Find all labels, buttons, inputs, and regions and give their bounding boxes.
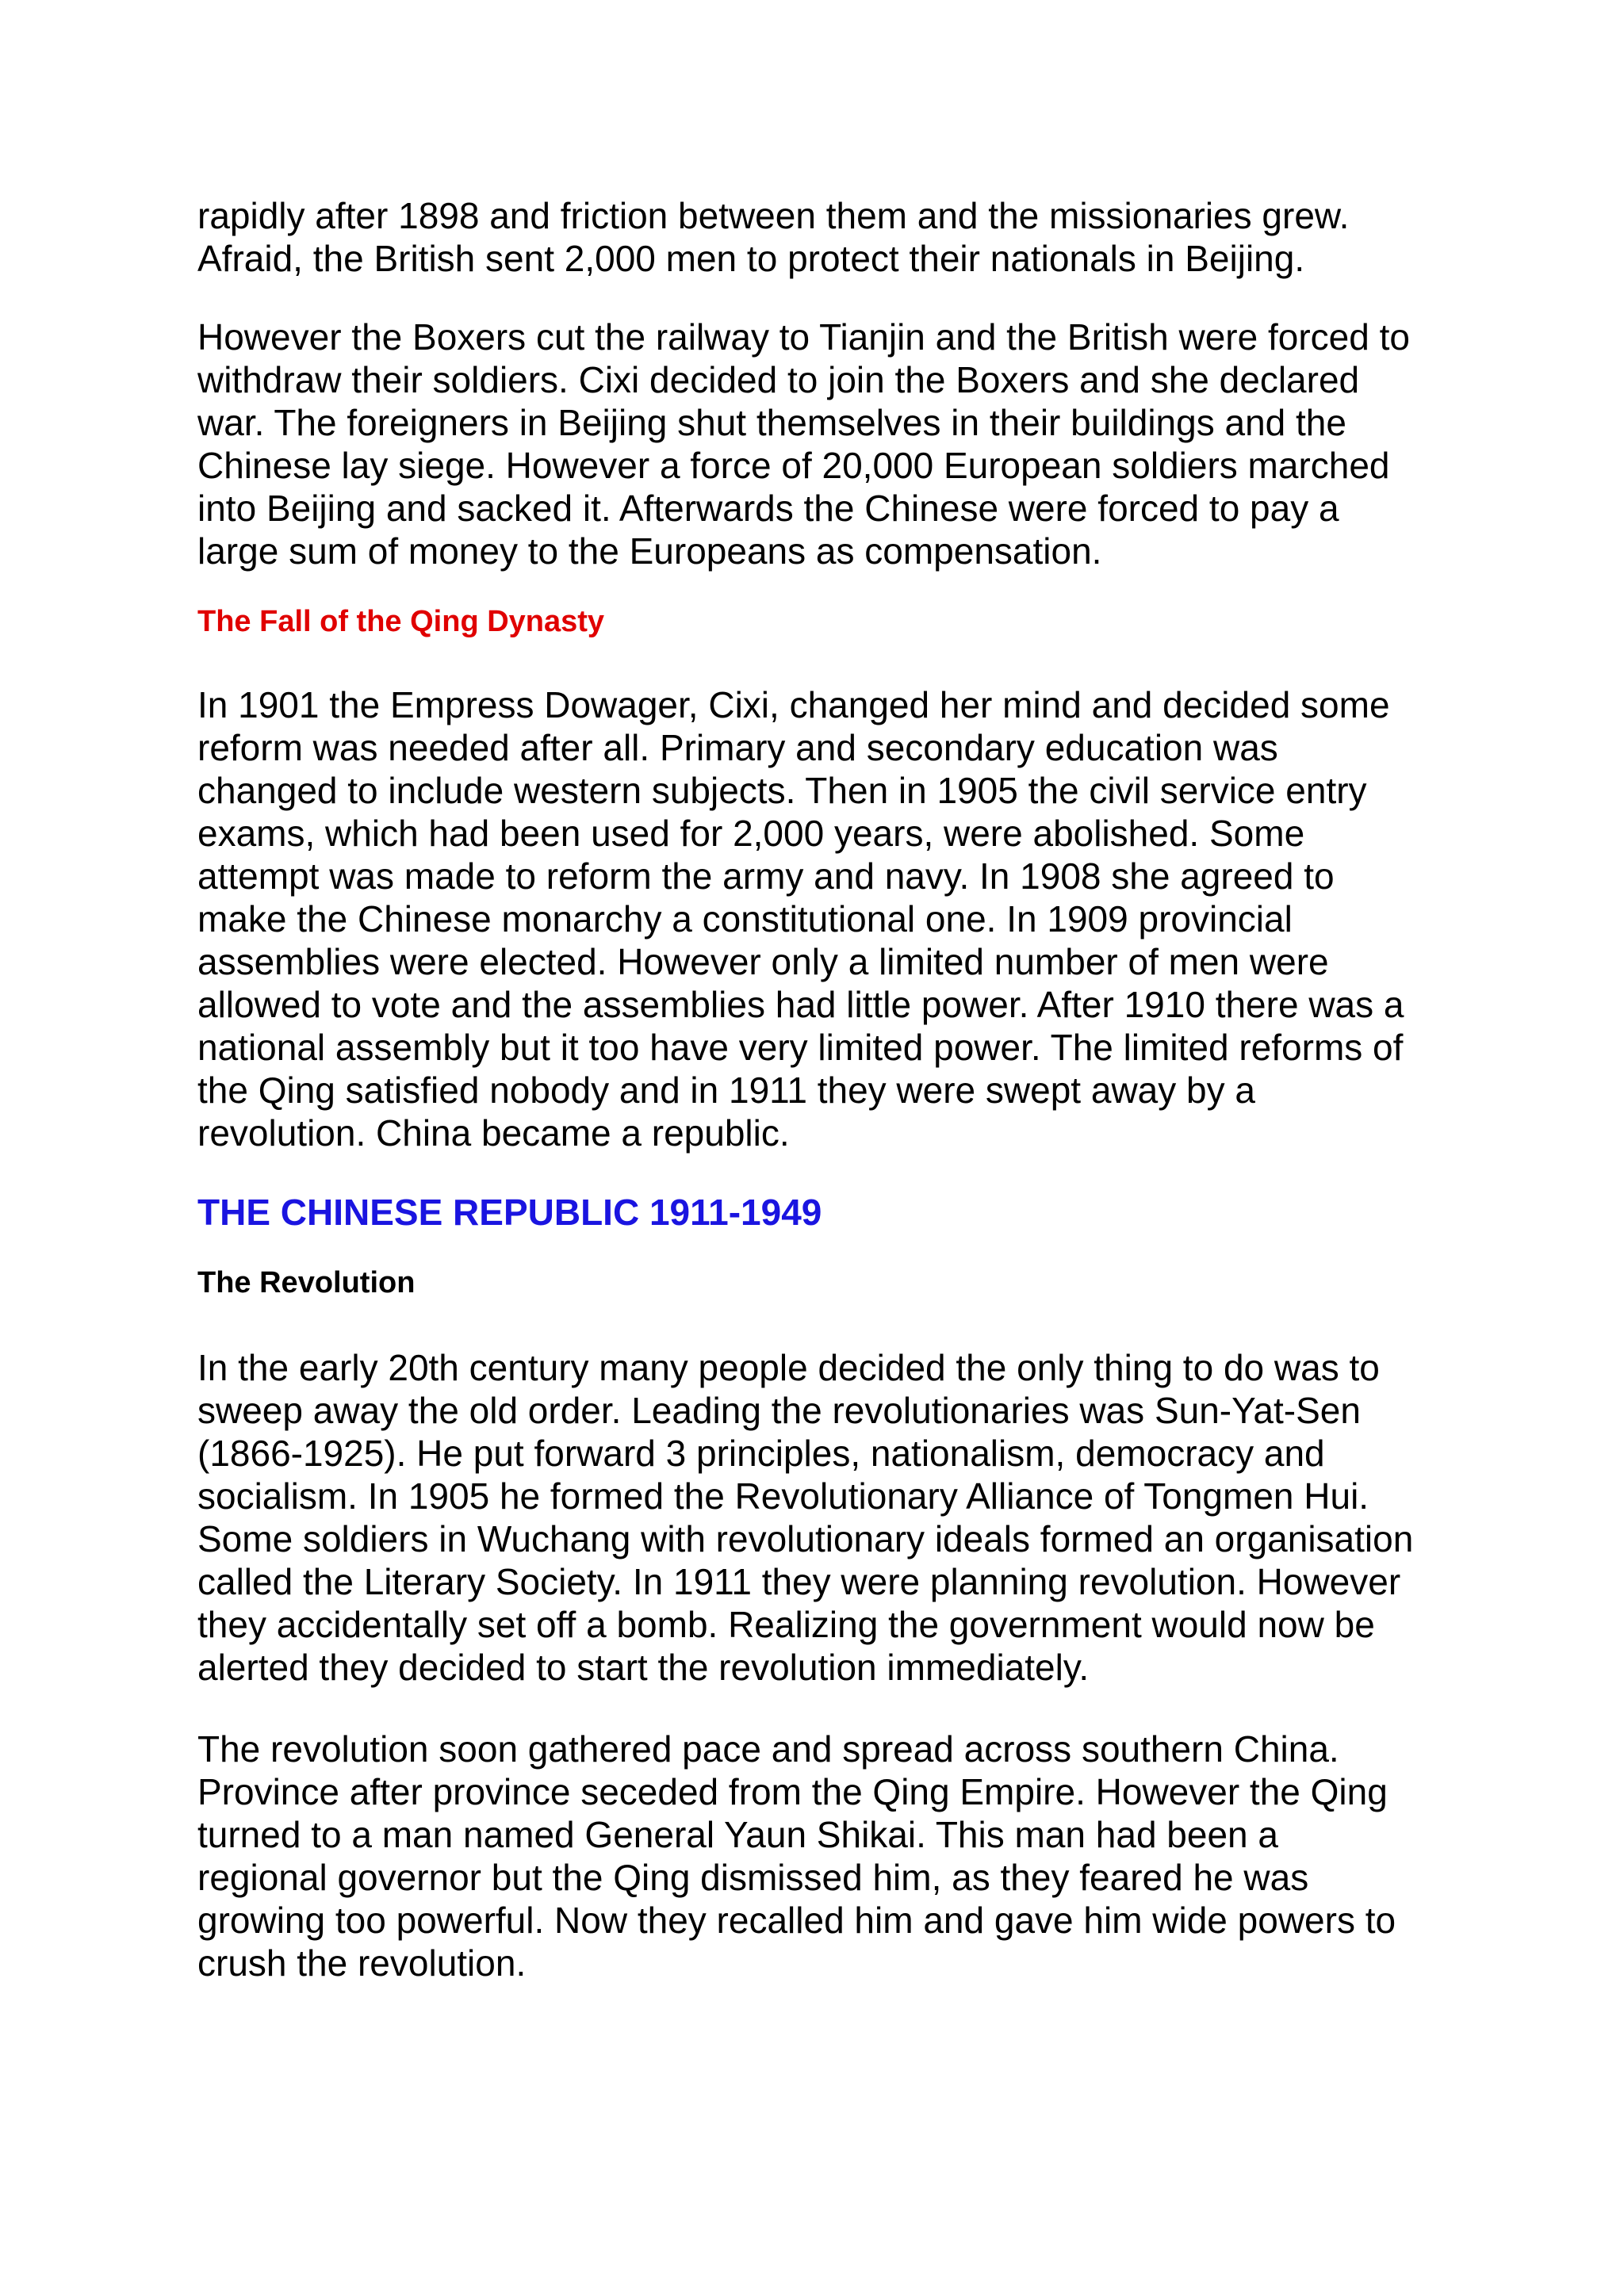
paragraph-boxer-rebellion: However the Boxers cut the railway to Tianjin and the British were forced to withdraw their soldiers. Cixi decided to join the Boxers and she declared war. The foreigners in Beijing shut themselves in their buildings and the Chinese lay siege. However a force of 20,000 European soldiers marched into Beijing and sacked it. Afterwards the Chinese were forced to pay a large sum of money to the Europeans as compensation. <box>197 316 1410 572</box>
heading-chinese-republic: THE CHINESE REPUBLIC 1911-1949 <box>197 1192 822 1233</box>
paragraph-sun-yat-sen: In the early 20th century many people decided the only thing to do was to sweep away the old order. Leading the revolutionaries was Sun-Yat-Sen (1866-1925). He put forward 3 principles, nationalism, democracy and socialism. In 1905 he formed the Revolutionary Alliance of Tongmen Hui. Some soldiers in Wuchang with revolutionary ideals formed an organisation called the Literary Society. In 1911 they were planning revolution. However they accidentally set off a bomb. Realizing the government would now be alerted they decided to start the revolution immediately. <box>197 1347 1414 1688</box>
heading-revolution: The Revolution <box>197 1266 416 1299</box>
heading-fall-of-qing: The Fall of the Qing Dynasty <box>197 605 605 638</box>
document-body <box>197 194 1434 1984</box>
paragraph-qing-reforms: In 1901 the Empress Dowager, Cixi, changed her mind and decided some reform was needed after all. Primary and secondary education was changed to include western subjects. Then in 1905 the civil service entry exams, which had been used for 2,000 years, were abolished. Some attempt was made to reform the army and navy. In 1908 she agreed to make the Chinese monarchy a constitutional one. In 1909 provincial assemblies were elected. However only a limited number of men were allowed to vote and the assemblies had little power. After 1910 there was a national assembly but it too have very limited power. The limited reforms of the Qing satisfied nobody and in 1911 they were swept away by a revolution. China became a republic. <box>197 684 1404 1154</box>
paragraph-boxers-rise: rapidly after 1898 and friction between them and the missionaries grew. Afraid, the British sent 2,000 men to protect their nationals in Beijing. <box>197 195 1350 279</box>
paragraph-revolution-spread: The revolution soon gathered pace and spread across southern China. Province after province seceded from the Qing Empire. However the Qing turned to a man named General Yaun Shikai. This man had been a regional governor but the Qing dismissed him, as they feared he was growing too powerful. Now they recalled him and gave him wide powers to crush the revolution. <box>197 1728 1396 1984</box>
